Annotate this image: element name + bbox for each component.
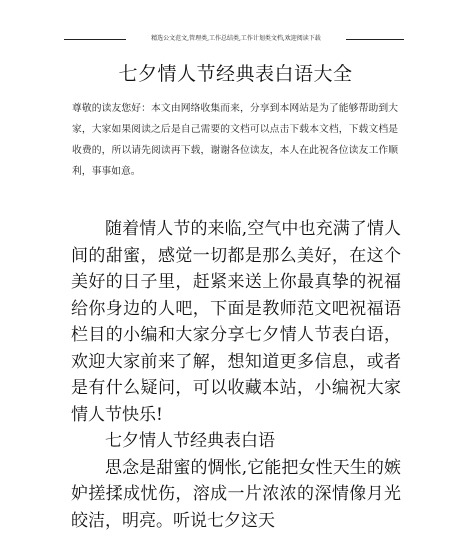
document-title: 七夕情人节经典表白语大全: [118, 63, 353, 85]
header-rule-right: [346, 39, 404, 40]
reader-disclaimer: 尊敬的读友您好：本文由网络收集而来，分享到本网站是为了能够帮助到大家，大家如果阅读之后是自己需要的文档可以点击下载本文档，下载文档是收费的，所以请先阅读再下载，谢谢各位读友，本人在此祝各位读友工作顺利，事事如意。: [72, 103, 398, 177]
header-rule-left: [64, 39, 126, 40]
body-paragraph-section: 思念是甜蜜的惆怅,它能把女性天生的嫉妒搓揉成忧伤，溶成一片浓浓的深情像月光皎洁，明亮。听说七夕这天: [71, 457, 401, 531]
body-paragraph-intro: 随着情人节的来临,空气中也充满了情人间的甜蜜，感觉一切都是那么美好，在这个美好的日子里，赶紧来送上你最真挚的祝福给你身边的人吧，下面是教师范文吧祝福语栏目的小编和大家分享七夕情人节表白语，欢迎大家前来了解，想知道更多信息，或者是有什么疑问，可以收藏本站，小编祝大家情人节快乐!: [71, 219, 401, 425]
section-heading: 七夕情人节经典表白语: [105, 431, 275, 451]
header-text: 精选公文范文,管理类,工作总结类,工作计划类文档,欢迎阅读下载: [151, 35, 321, 42]
document-body: [71, 216, 401, 533]
page-header: [64, 32, 404, 46]
